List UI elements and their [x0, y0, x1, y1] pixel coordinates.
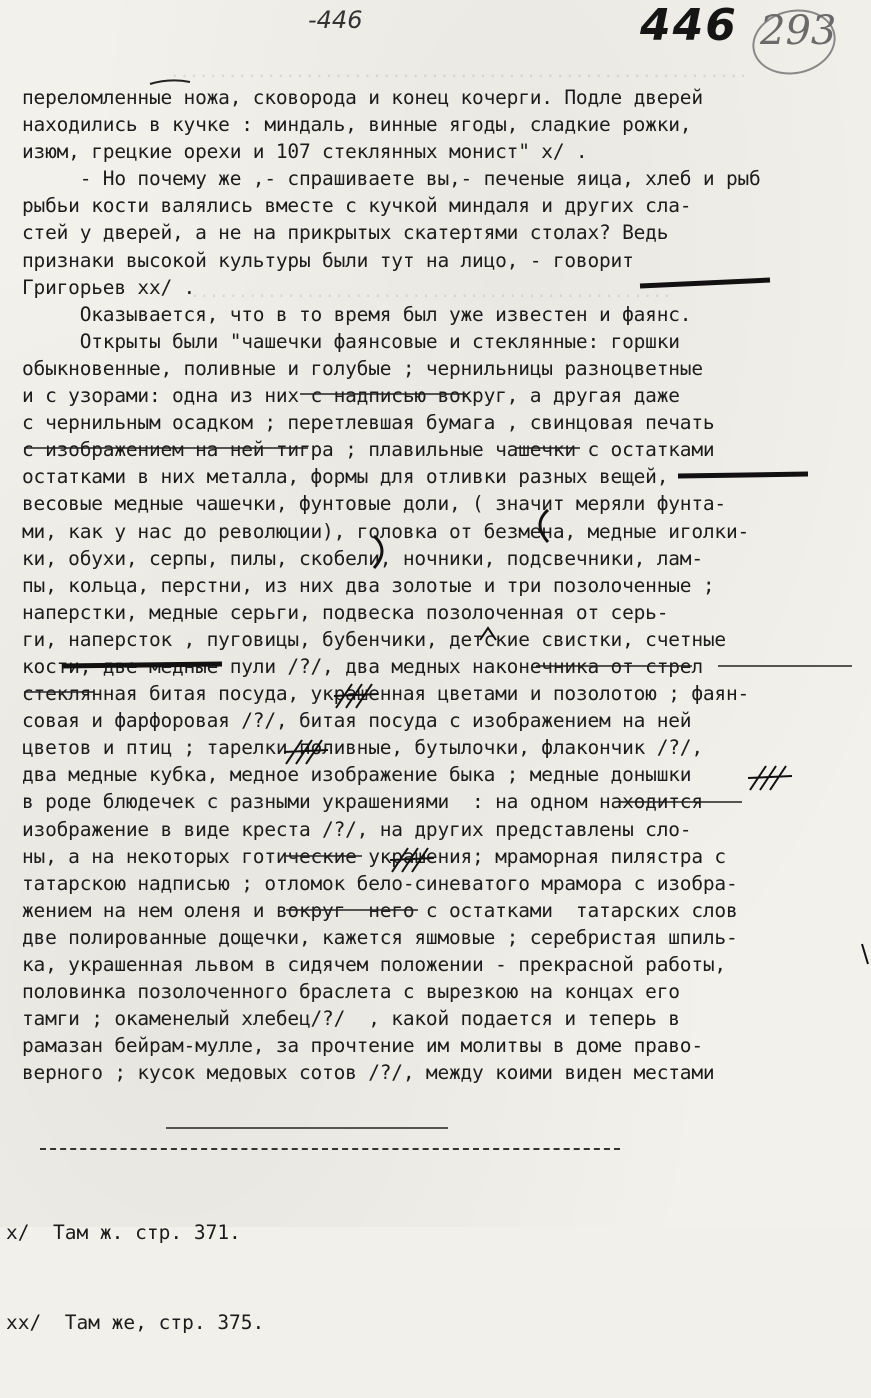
text-line: находились в кучке : миндаль, винные ягоды, сладкие рожки, — [22, 113, 692, 137]
footnote-1: x/ Там ж. стр. 371. — [6, 1221, 241, 1244]
text-line: обыкновенные, поливные и голубые ; чернильницы разноцветные — [22, 356, 703, 380]
text-line: цветов и птиц ; тарелки поливные, бутылочки, флакончик /?/, — [22, 736, 703, 760]
typed-body-text — [22, 84, 852, 1086]
pencil-page-number: 293 — [760, 8, 837, 54]
text-line: стей у дверей, а не на прикрытых скатертями столах? Ведь — [22, 221, 669, 245]
text-line: и с узорами: одна из них с надписью вокруг, а другая даже — [22, 384, 680, 408]
text-line: весовые медные чашечки, фунтовые доли, ( значит меряли фунта- — [22, 492, 726, 516]
text-line: Григорьев xx/ . — [22, 275, 196, 299]
text-line: пы, кольца, перстни, из них два золотые и три позолоченные ; — [22, 573, 715, 597]
text-line: - Но почему же ,- спрашиваете вы,- печеные яица, хлеб и рыб — [22, 167, 761, 191]
text-line: ги, наперсток , пуговицы, бубенчики, детские свистки, счетные — [22, 627, 726, 651]
handwritten-page-number: 446 — [640, 0, 738, 51]
text-line: жением на нем оленя и вокруг него с остатками татарских слов — [22, 898, 738, 922]
footnotes — [6, 1158, 264, 1398]
text-line: верного ; кусок медовых сотов /?/, между коими виден местами — [22, 1061, 715, 1085]
text-line: стеклянная битая посуда, украшенная цветами и позолотою ; фаян- — [22, 682, 750, 706]
text-line: ми, как у нас до революции), головка от безмена, медные иголки- — [22, 519, 750, 543]
text-line: признаки высокой культуры были тут на лицо, - говорит — [22, 248, 634, 272]
bleed-through-text: ............................................................ — [170, 62, 748, 81]
text-line: рыбьи кости валялись вместе с кучкой миндаля и других сла- — [22, 194, 692, 218]
text-line: изюм, грецкие орехи и 107 стеклянных монист" x/ . — [22, 140, 588, 164]
text-line: рамазан бейрам-мулле, за прочтение им молитвы в доме право- — [22, 1034, 703, 1058]
text-line: ки, обухи, серпы, пилы, скобели, ночники, подсвечники, лам- — [22, 546, 703, 570]
text-line: ка, украшенная львом в сидячем положении - прекрасной работы, — [22, 953, 726, 976]
text-line: кости, две медные пули /?/, два медных наконечника от стрел — [22, 654, 703, 678]
text-line: совая и фарфоровая /?/, битая посуда с изображением на ней — [22, 709, 692, 733]
text-line: татарскою надписью ; отломок бело-синеватого мрамора с изобра- — [22, 871, 738, 895]
text-line: с изображением на ней тигра ; плавильные чашечки с остатками — [22, 438, 715, 462]
text-line: два медные кубка, медное изображение быка ; медные донышки — [22, 763, 692, 787]
text-line: Открыты были "чашечки фаянсовые и стеклянные: горшки — [22, 329, 680, 353]
text-line: половинка позолоченного браслета с вырезкою на концах его — [22, 980, 680, 1004]
text-line: с чернильным осадком ; перетлевшая бумага , свинцовая печать — [22, 411, 715, 435]
text-line: остатками в них металла, формы для отливки разных вещей, — [22, 465, 669, 489]
footnote-2: xx/ Там же, стр. 375. — [6, 1311, 265, 1334]
text-line: тамги ; окаменелый хлебец/?/ , какой подается и теперь в — [22, 1007, 680, 1031]
text-line: Оказывается, что в то время был уже известен и фаянс. — [22, 302, 692, 326]
text-line: переломленные ножа, сковорода и конец кочерги. Подле дверей — [22, 86, 703, 109]
text-line: изображение в виде креста /?/, на других представлены сло- — [22, 817, 692, 841]
text-line: две полированные дощечки, кажется яшмовые ; серебристая шпиль- — [22, 925, 738, 949]
typed-page-number: -446 — [308, 6, 363, 34]
bleed-through-text: .................................................. — [190, 282, 672, 301]
text-line: ны, а на некоторых готические украшения; мраморная пилястра с — [22, 844, 726, 868]
pen-margin-tick — [862, 944, 868, 964]
text-line: наперстки, медные серьги, подвеска позолоченная от серь- — [22, 600, 669, 624]
footnote-separator — [40, 1148, 620, 1150]
text-line: в роде блюдечек с разными украшениями : на одном находится — [22, 790, 703, 814]
